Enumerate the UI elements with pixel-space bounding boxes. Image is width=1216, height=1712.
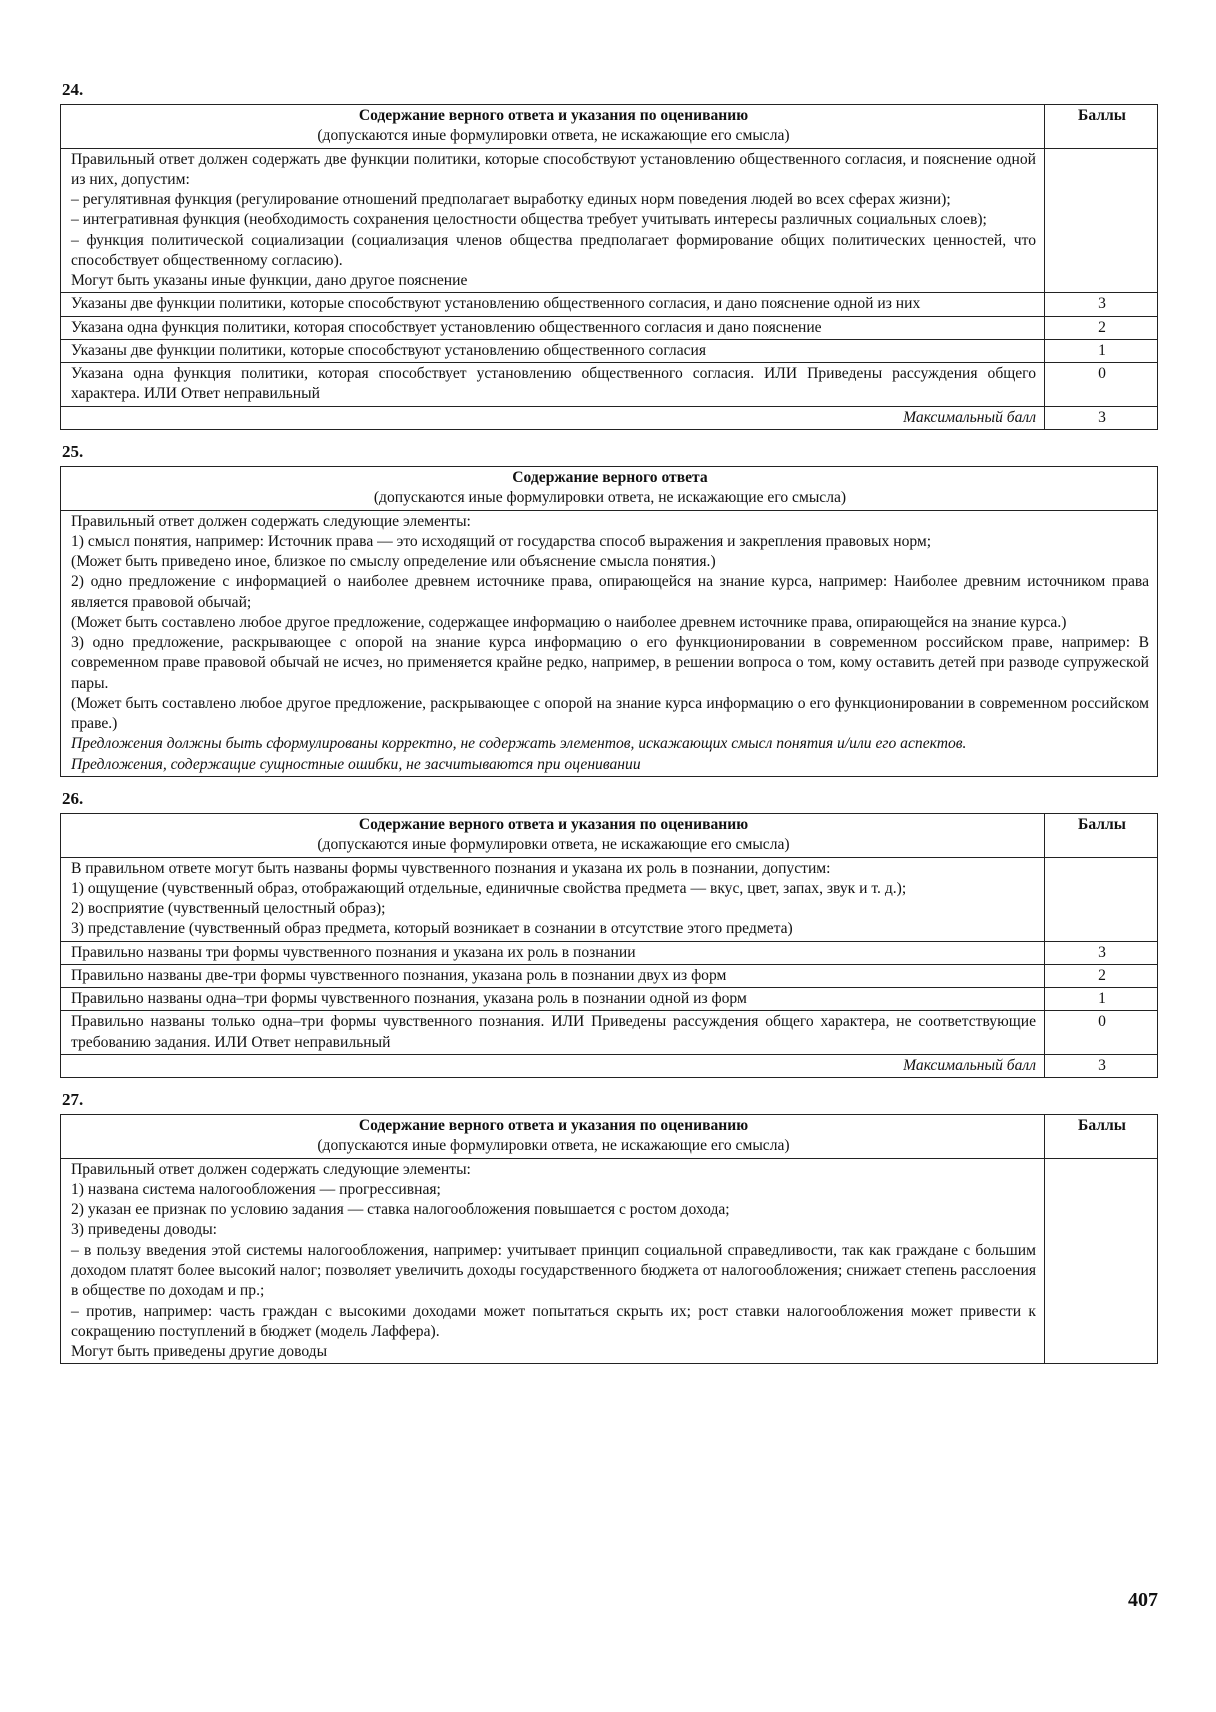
task-number: 24.	[62, 80, 84, 99]
criterion-row	[61, 1011, 1158, 1055]
answer-line: – в пользу введения этой системы налогообложения, например: учитывает принцип социальной справедливости, так как граждане с большим доходом платят более высокий налог; позволяет увеличить доходы государственного бюджета от налогообложения; снижает степень расслоения в обществе по доходам и пр.;	[71, 1241, 1036, 1300]
criterion-score: 0	[1045, 363, 1158, 407]
answer-line: Правильный ответ должен содержать две функции политики, которые способствуют установлению общественного согласия, и пояснение одной из них, допустим:	[71, 150, 1036, 188]
answer-line: 3) приведены доводы:	[71, 1221, 218, 1239]
criterion-score: 0	[1045, 1011, 1158, 1055]
criterion-text: Указаны две функции политики, которые способствуют установлению общественного согласия	[61, 339, 1045, 362]
content-header-title: Содержание верного ответа и указания по оцениванию	[358, 1117, 749, 1135]
task-number: 27.	[62, 1090, 84, 1110]
answer-line: 3) представление (чувственный образ предмета, который возникает в сознании в отсутствие этого предмета)	[71, 920, 793, 938]
max-score-value: 3	[1045, 406, 1158, 429]
criterion-row	[61, 316, 1158, 339]
max-score-row	[61, 406, 1158, 429]
criterion-row	[61, 988, 1158, 1011]
criterion-row	[61, 941, 1158, 964]
task-number: 26.	[62, 788, 84, 808]
scoring-table	[60, 104, 1158, 430]
answer-content	[61, 148, 1045, 293]
criterion-score: 3	[1045, 941, 1158, 964]
task-27	[60, 1088, 1158, 1364]
answer-line: 2) восприятие (чувственный целостный образ);	[71, 900, 386, 918]
content-header	[61, 466, 1158, 510]
answer-line: В правильном ответе могут быть названы формы чувственного познания и указана их роль в познании, допустим:	[71, 859, 831, 877]
criterion-row	[61, 363, 1158, 407]
answer-line: 3) одно предложение, раскрывающее с опорой на знание курса информацию о его функционировании в современном российском праве, например: В современном праве правовой обычай не исчез, но применяется крайне редко, например, в решении вопроса о том, кому оставить детей при разводе супружеской пары.	[71, 634, 1149, 692]
table-header-row	[61, 813, 1158, 857]
task-25	[60, 440, 1158, 777]
max-score-label: Максимальный балл	[61, 1054, 1045, 1077]
italic-note: Предложения, содержащие сущностные ошибки, не засчитываются при оценивании	[71, 755, 641, 773]
answer-line: 2) указан ее признак по условию задания — ставка налогообложения повышается с ростом дохода;	[71, 1201, 730, 1219]
criterion-score: 3	[1045, 293, 1158, 316]
content-header-subtitle: (допускаются иные формулировки ответа, не искажающие его смысла)	[373, 489, 847, 507]
max-score-value: 3	[1045, 1054, 1158, 1077]
empty-score-cell	[1045, 857, 1158, 941]
criterion-text: Правильно названы одна–три формы чувственного познания, указана роль в познании одной из форм	[61, 988, 1045, 1011]
criterion-row	[61, 964, 1158, 987]
answer-line: (Может быть приведено иное, близкое по смыслу определение или объяснение смысла понятия.)	[71, 553, 716, 571]
page-number: 407	[1128, 1589, 1158, 1611]
answer-row	[61, 1158, 1158, 1364]
max-score-label: Максимальный балл	[61, 406, 1045, 429]
scoring-table	[60, 813, 1158, 1078]
answer-content	[61, 857, 1045, 941]
table-header-row	[61, 466, 1158, 510]
answer-row	[61, 510, 1158, 776]
content-header-title: Содержание верного ответа и указания по оцениванию	[358, 107, 749, 124]
answer-line: Могут быть приведены другие доводы	[71, 1343, 328, 1361]
table-header-row	[61, 105, 1158, 149]
task-number: 25.	[62, 441, 84, 461]
content-header-subtitle: (допускаются иные формулировки ответа, не искажающие его смысла)	[317, 127, 790, 145]
criterion-score: 1	[1045, 988, 1158, 1011]
content-header-subtitle: (допускаются иные формулировки ответа, не искажающие его смысла)	[317, 836, 790, 854]
content-header-title: Содержание верного ответа	[512, 468, 708, 486]
empty-score-cell	[1045, 148, 1158, 293]
score-header: Баллы	[1045, 1115, 1158, 1159]
criterion-text: Указаны две функции политики, которые способствуют установлению общественного согласия, и дано пояснение одной из них	[61, 293, 1045, 316]
answer-line: (Может быть составлено любое другое предложение, раскрывающее с опорой на знание курса информацию о его функционировании в современном российском праве.)	[71, 694, 1149, 733]
answer-line: – интегративная функция (необходимость сохранения целостности общества требует учитывать интересы различных социальных слоев);	[71, 211, 987, 229]
criterion-text: Правильно названы две-три формы чувственного познания, указана роль в познании двух из форм	[61, 964, 1045, 987]
answer-line: – против, например: часть граждан с высокими доходами может попытаться скрыть их; рост ставки налогообложения может привести к сокращению поступлений в бюджет (модель Лаффера).	[71, 1302, 1036, 1340]
answer-line: Могут быть указаны иные функции, дано другое пояснение	[71, 272, 468, 290]
content-header-subtitle: (допускаются иные формулировки ответа, не искажающие его смысла)	[317, 1137, 790, 1155]
criterion-score: 1	[1045, 339, 1158, 362]
answer-content	[61, 510, 1158, 776]
criterion-score: 2	[1045, 964, 1158, 987]
criterion-text: Указана одна функция политики, которая способствует установлению общественного согласия и дано пояснение	[61, 316, 1045, 339]
content-header	[61, 1115, 1045, 1159]
answer-content	[61, 1158, 1045, 1364]
italic-note: Предложения должны быть сформулированы корректно, не содержать элементов, искажающих смысл понятия и/или его аспектов.	[71, 735, 967, 753]
answer-row	[61, 857, 1158, 941]
answer-table	[60, 466, 1158, 777]
criterion-text: Указана одна функция политики, которая способствует установлению общественного согласия. ИЛИ Приведены рассуждения общего характера. ИЛИ Ответ неправильный	[61, 363, 1045, 407]
answer-line: – функция политической социализации (социализация членов общества предполагает формирование общих политических ценностей, что способствует общественному согласию).	[71, 231, 1036, 269]
content-header	[61, 813, 1045, 857]
answer-line: 1) ощущение (чувственный образ, отображающий отдельные, единичные свойства предмета — вкус, цвет, запах, звук и т. д.);	[71, 879, 907, 897]
table-header-row	[61, 1115, 1158, 1159]
answer-line: Правильный ответ должен содержать следующие элементы:	[71, 1160, 471, 1178]
answer-line: Правильный ответ должен содержать следующие элементы:	[71, 512, 471, 530]
content-header	[61, 105, 1045, 149]
answer-key-page	[60, 78, 1158, 1374]
answer-line: 1) смысл понятия, например: Источник права — это исходящий от государства способ выражения и закрепления правовых норм;	[71, 532, 932, 550]
empty-score-cell	[1045, 1158, 1158, 1364]
scoring-table	[60, 1114, 1158, 1364]
score-header: Баллы	[1045, 105, 1158, 149]
content-header-title: Содержание верного ответа и указания по оцениванию	[358, 815, 749, 833]
task-24	[60, 78, 1158, 430]
score-header: Баллы	[1045, 813, 1158, 857]
criterion-score: 2	[1045, 316, 1158, 339]
answer-line: – регулятивная функция (регулирование отношений предполагает выработку единых норм поведения людей во всех сферах жизни);	[71, 191, 951, 209]
criterion-text: Правильно названы только одна–три формы чувственного познания. ИЛИ Приведены рассуждения общего характера, не соответствующие требованию задания. ИЛИ Ответ неправильный	[61, 1011, 1045, 1055]
criterion-text: Правильно названы три формы чувственного познания и указана их роль в познании	[61, 941, 1045, 964]
criterion-row	[61, 293, 1158, 316]
answer-row	[61, 148, 1158, 293]
answer-line: 2) одно предложение с информацией о наиболее древнем источнике права, опирающейся на знание курса, например: Наиболее древним источником права является правовой обычай;	[71, 573, 1149, 611]
task-26	[60, 787, 1158, 1078]
answer-line: 1) названа система налогообложения — прогрессивная;	[71, 1180, 441, 1198]
max-score-row	[61, 1054, 1158, 1077]
criterion-row	[61, 339, 1158, 362]
answer-line: (Может быть составлено любое другое предложение, содержащее информацию о наиболее древнем источнике права, опирающейся на знание курса.)	[71, 613, 1067, 631]
